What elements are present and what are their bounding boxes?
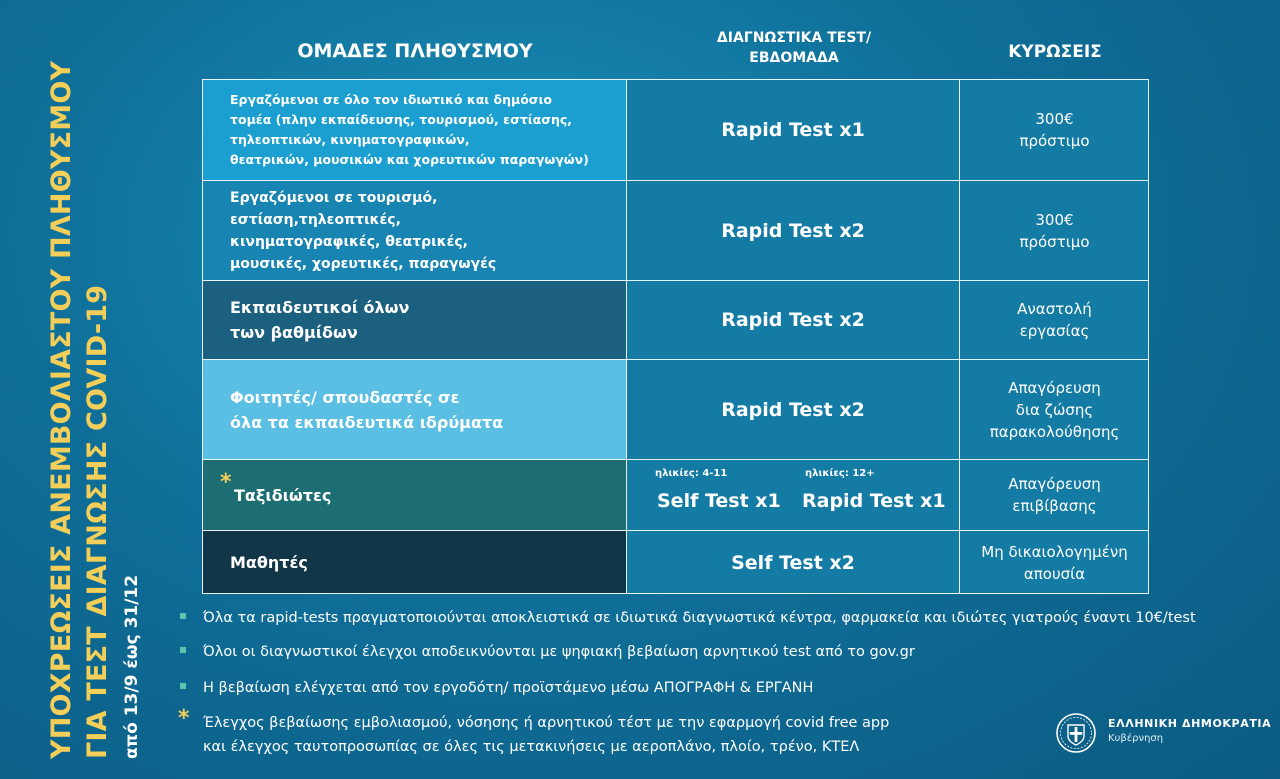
test-adult: Rapid Test x1	[802, 490, 946, 512]
table-row	[202, 281, 1149, 360]
group-cell	[202, 531, 627, 594]
group-line: κινηματογραφικές, θεατρικές,	[230, 233, 468, 250]
header-tests-line2: ΕΒΔΟΜΑΔΑ	[749, 50, 839, 66]
greek-coat-of-arms-icon	[1055, 712, 1097, 754]
penalty-line: απουσία	[1023, 564, 1086, 583]
penalty-line: δια ζώσης	[1015, 400, 1094, 419]
group-line: Εργαζόμενοι σε όλο τον ιδιωτικό και δημόσιο	[230, 91, 552, 107]
table-row	[202, 181, 1149, 281]
title-dates: από 13/9 έως 31/12	[122, 574, 142, 759]
test-cell: Self Test x2	[627, 531, 960, 594]
penalty-cell	[960, 531, 1149, 594]
bullet-square-icon	[180, 613, 186, 619]
table-row	[202, 531, 1149, 594]
title-line-2: ΓΙΑ ΤΕΣΤ ΔΙΑΓΝΩΣΗΣ COVID-19	[82, 284, 113, 759]
group-cell	[202, 360, 627, 459]
star-note-line2: και έλεγχος ταυτοπροσωπίας σε όλες τις μετακινήσεις με αεροπλάνο, πλοίο, τρένο, ΚΤΕΛ	[203, 739, 860, 755]
penalty-cell	[960, 181, 1149, 280]
table-row	[202, 79, 1149, 181]
test-cell: Rapid Test x2	[627, 181, 960, 280]
vertical-title	[0, 0, 160, 779]
test-child: Self Test x1	[657, 490, 781, 512]
group-line: τομέα (πλην εκπαίδευσης, τουρισμού, εστίασης,	[230, 111, 573, 127]
star-marker: *	[220, 470, 232, 495]
group-line: θεατρικών, μουσικών και χορευτικών παραγωγών)	[230, 151, 589, 167]
penalty-cell	[960, 79, 1149, 180]
penalty-line: πρόστιμο	[1019, 131, 1090, 150]
penalty-cell	[960, 360, 1149, 459]
group-line: των βαθμίδων	[230, 323, 358, 342]
header-groups: ΟΜΑΔΕΣ ΠΛΗΘΥΣΜΟΥ	[297, 40, 533, 62]
penalty-line: επιβίβασης	[1012, 497, 1097, 515]
table-row	[202, 360, 1149, 460]
penalty-line: 300€	[1035, 109, 1074, 128]
group-line: Εργαζόμενοι σε τουρισμό, εστίαση,τηλεοπτικές,	[230, 189, 438, 228]
star-marker: *	[178, 706, 190, 731]
group-cell	[202, 79, 627, 180]
penalty-line: Μη δικαιολογημένη	[981, 542, 1128, 561]
brand-name: ΕΛΛΗΝΙΚΗ ΔΗΜΟΚΡΑΤΙΑ	[1108, 717, 1272, 730]
brand-sub: Κυβέρνηση	[1108, 733, 1164, 744]
table-row	[202, 460, 1149, 531]
group-line: Εκπαιδευτικοί όλων	[230, 298, 410, 317]
test-cell: Rapid Test x1	[627, 79, 960, 180]
penalty-cell	[960, 281, 1149, 359]
penalty-cell	[960, 460, 1149, 530]
group-line: Μαθητές	[230, 553, 308, 572]
ages-adult: ηλικίες: 12+	[805, 468, 875, 479]
bullet-square-icon	[180, 683, 186, 689]
penalty-line: πρόστιμο	[1019, 232, 1090, 251]
note-text: Όλοι οι διαγνωστικοί έλεγχοι αποδεικνύονται με ψηφιακή βεβαίωση αρνητικού test από το gov.gr	[203, 644, 915, 660]
group-line: μουσικές, χορευτικές, παραγωγές	[230, 255, 497, 272]
group-line: Ταξιδιώτες	[234, 485, 332, 505]
title-line-1: ΥΠΟΧΡΕΩΣΕΙΣ ΑΝΕΜΒΟΛΙΑΣΤΟΥ ΠΛΗΘΥΣΜΟΥ	[46, 60, 77, 759]
penalty-line: 300€	[1035, 210, 1074, 229]
note-text: Η βεβαίωση ελέγχεται από τον εργοδότη/ προϊστάμενο μέσω ΑΠΟΓΡΑΦΗ & ΕΡΓΑΝΗ	[203, 680, 814, 696]
penalty-line: Αναστολή	[1017, 300, 1092, 318]
test-cell: Rapid Test x2	[627, 281, 960, 359]
group-line: Φοιτητές/ σπουδαστές σε	[230, 387, 460, 407]
penalty-line: Απαγόρευση	[1008, 378, 1101, 397]
header-tests	[628, 28, 960, 68]
obligations-table	[202, 79, 1149, 594]
group-cell	[202, 281, 627, 359]
ages-child: ηλικίες: 4-11	[655, 468, 728, 479]
penalty-line: παρακολούθησης	[989, 422, 1120, 441]
header-penalties: ΚΥΡΩΣΕΙΣ	[1008, 42, 1102, 62]
group-line: όλα τα εκπαιδευτικά ιδρύματα	[230, 412, 504, 432]
header-tests-line1: ΔΙΑΓΝΩΣΤΙΚΑ TEST/	[716, 30, 872, 46]
bullet-square-icon	[180, 647, 186, 653]
penalty-line: Απαγόρευση	[1008, 475, 1101, 493]
group-line: τηλεοπτικών, κινηματογραφικών,	[230, 131, 470, 147]
test-cell	[627, 460, 960, 530]
star-note-line1: Έλεγχος βεβαίωσης εμβολιασμού, νόσησης ή αρνητικού τέστ με την εφαρμογή covid free app	[203, 715, 890, 731]
note-text: Όλα τα rapid-tests πραγματοποιούνται αποκλειστικά σε ιδιωτικά διαγνωστικά κέντρα, φαρμακεία και ιδιώτες γιατρούς έναντι 10€/test	[203, 610, 1196, 626]
penalty-line: εργασίας	[1019, 322, 1090, 340]
group-cell	[202, 460, 627, 530]
test-cell: Rapid Test x2	[627, 360, 960, 459]
group-cell	[202, 181, 627, 280]
